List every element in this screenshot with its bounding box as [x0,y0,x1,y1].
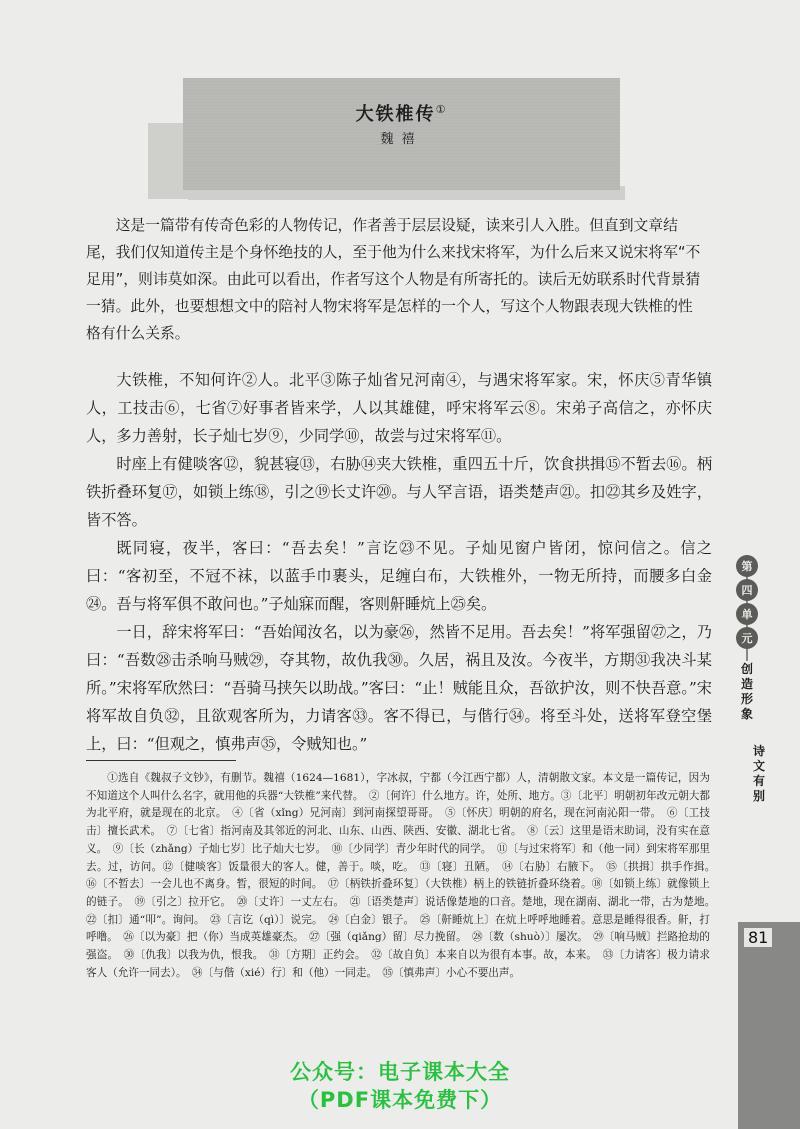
watermark-line: 公众号：电子课本大全 [290,1060,510,1084]
paragraph: 大铁椎，不知何许②人。北平③陈子灿省兄河南④，与遇宋将军家。宋，怀庆⑤青华镇人，工技击⑥，七省⑦好事者皆来学，人以其雄健，呼宋将军云⑧。宋弟子高信之，亦怀庆人，多力善射，长子灿七岁⑨，少同学⑩，故尝与过宋将军⑪。 [86,371,712,445]
unit-topic-a: 创造形象 [740,662,753,721]
lesson-title-text: 大铁椎传 [355,104,436,125]
page-number: 81 [744,928,772,947]
unit-char: 第 [736,555,758,577]
watermark-line: （PDF课本免费下） [297,1088,503,1112]
unit-char: 元 [736,627,758,649]
reading-guide-text: 这是一篇带有传奇色彩的人物传记，作者善于层层设疑，读来引人入胜。但直到文章结尾，我们仅知道传主是个身怀绝技的人，至于他为什么来找宋将军，为什么后来又说宋将军“不足用”，则讳莫如深。由此可以看出，作者写这个人物是有所寄托的。读后无妨联系时代背景猜一猜。此外，也要想想文中的陪衬人物宋将军是怎样的一个人，写这个人物跟表现大铁椎的性格有什么关系。 [86,217,701,342]
title-footnote-marker: ① [435,103,448,116]
lesson-author: 魏禧 [380,132,423,147]
paragraph: 既同寝，夜半，客曰：“吾去矣！”言讫㉓不见。子灿见窗户皆闭，惊问信之。信之曰：“客初至，不冠不袜，以蓝手巾裹头，足缠白布，大铁椎外，一物无所持，而腰多白金㉔。吾与将军俱不敢问也。”子灿寐而醒，客则鼾睡炕上㉕矣。 [86,539,712,613]
unit-char: 单 [736,603,758,625]
footnotes [86,770,721,982]
title-decoration [148,123,188,199]
footnote-text: ①选自《魏叔子文钞》，有删节。魏禧（1624—1681），字冰叔，宁都（今江西宁都）人，清朝散文家。本文是一篇传记，因为不知道这个人叫什么名字，就用他的兵器“大铁椎”来代替。 ②〔何许〕什么地方。许，处所、地方。③〔北平〕明朝初年改元朝大都为北平府，就是现在的北京。 ④〔省（xǐng）兄河南〕到河南探望哥哥。 ⑤〔怀庆〕明朝的府名，现在河南沁阳一带。 ⑥〔工技击〕擅长武术。 ⑦〔七省〕指河南及其邻近的河北、山东、山西、陕西、安徽、湖北七省。 ⑧〔云〕这里是语末助词，没有实在意义。 ⑨〔长（zhǎng）子灿七岁〕比子灿大七岁。 ⑩〔少同学〕青少年时代的同学。 ⑪〔与过宋将军〕和（他一同）到宋将军那里去。过，访问。⑫〔健啖客〕饭量很大的客人。健，善于。啖，吃。 ⑬〔寝〕丑陋。 ⑭〔右胁〕右腋下。 ⑮〔拱揖〕拱手作揖。 ⑯〔不暂去〕一会儿也不离身。暂，很短的时间。 ⑰〔柄铁折叠环复〕（大铁椎）柄上的铁链折叠环绕着。⑱〔如锁上练〕就像锁上的链子。 ⑲〔引之〕拉开它。 ⑳〔丈许〕一丈左右。 ㉑〔语类楚声〕说话像楚地的口音。楚地，现在湖南、湖北一带，古为楚地。 ㉒〔扣〕通“叩”。询问。 ㉓〔言讫（qì）〕说完。 ㉔〔白金〕银子。 ㉕〔鼾睡炕上〕在炕上呼呼地睡着。意思是睡得很香。鼾，打呼噜。 ㉖〔以为豪〕把（你）当成英雄豪杰。 ㉗〔强（qiǎng）留〕尽力挽留。 ㉘〔数（shuò）〕屡次。 ㉙〔响马贼〕拦路抢劫的强盗。 ㉚〔仇我〕以我为仇，恨我。 ㉛〔方期〕正约会。 ㉜〔故自负〕本来自以为很有本事。故，本来。 ㉝〔力请客〕极力请求客人（允许一同去）。 ㉞〔与偕（xié）行〕和（他）一同走。 ㉟〔慎弗声〕小心不要出声。 [86,772,721,979]
paragraph: 时座上有健啖客⑫，貌甚寝⑬，右胁⑭夹大铁椎，重四五十斤，饮食拱揖⑮不暂去⑯。柄铁折叠环复⑰，如锁上练⑱，引之⑲长丈许⑳。与人罕言语，语类楚声㉑。扣㉒其乡及姓字，皆不答。 [86,455,712,529]
page-number-strip [738,922,800,1129]
paragraph: 一日，辞宋将军曰：“吾始闻汝名，以为豪㉖，然皆不足用。吾去矣！”将军强留㉗之，乃曰：“吾数㉘击杀响马贼㉙，夺其物，故仇我㉚。久居，祸且及汝。今夜半，方期㉛我决斗某所。”宋将军欣然曰：“吾骑马挟矢以助战。”客曰：“止！贼能且众，吾欲护汝，则不快吾意。”宋将军故自负㉜，且欲观客所为，力请客㉝。客不得已，与偕行㉞。将至斗处，送将军登空堡上，曰：“但观之，慎弗声㉟，令贼知也。” [86,623,712,753]
reading-guide [86,212,704,347]
watermark [200,1058,600,1114]
unit-char: 四 [736,579,758,601]
footnote-divider [86,760,236,761]
unit-topic-b: 诗文有别 [752,744,765,803]
main-text [86,366,712,758]
lesson-title [183,100,620,126]
unit-tab [735,555,759,649]
